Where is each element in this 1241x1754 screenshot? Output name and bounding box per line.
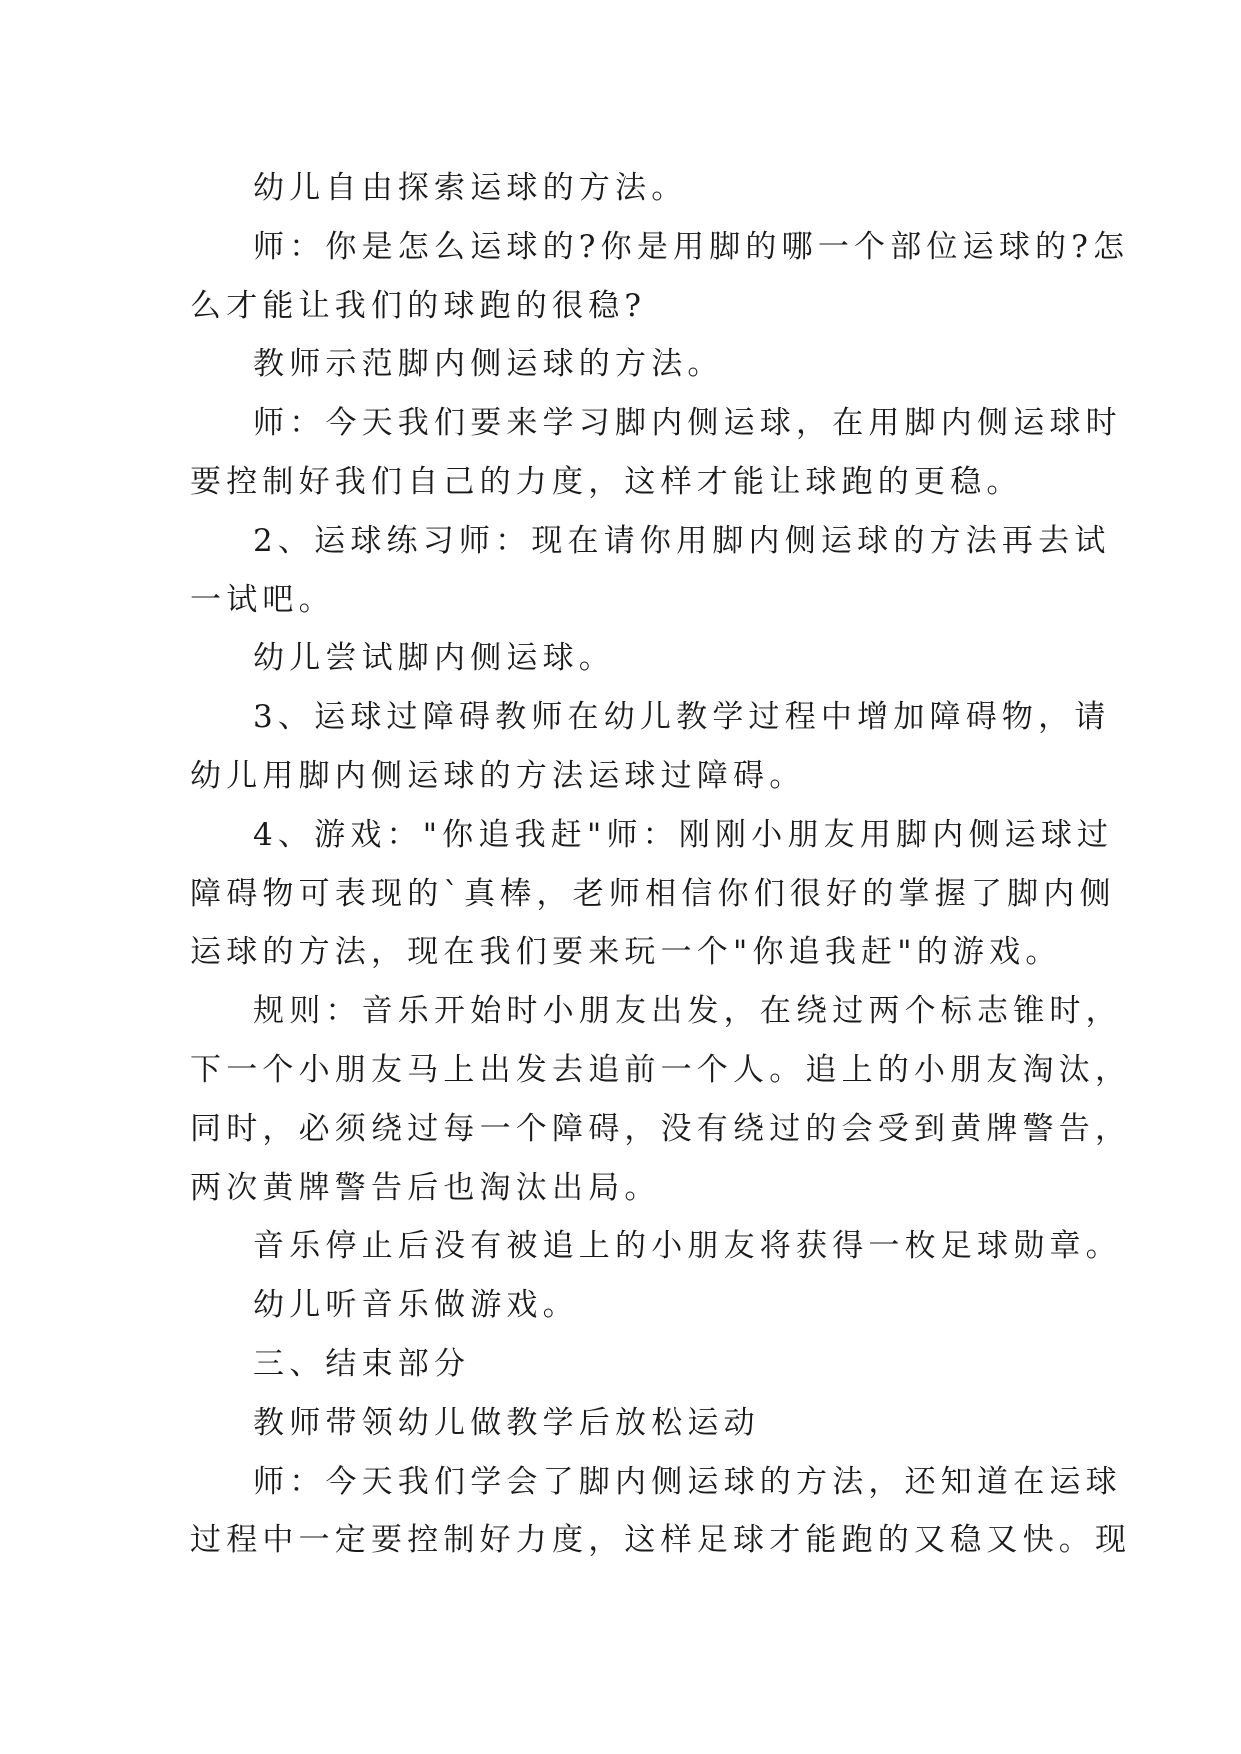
paragraph — [190, 1453, 1132, 1571]
text-line: 一试吧。 — [190, 581, 335, 618]
text-line: 下一个小朋友马上出发去追前一个人。追上的小朋友淘汰， — [190, 1051, 1132, 1088]
text-line: 幼儿听音乐做游戏。 — [253, 1287, 579, 1324]
paragraph — [190, 629, 1060, 688]
text-line: 师：你是怎么运球的?你是用脚的哪一个部位运球的?怎 — [253, 228, 1130, 265]
paragraph — [190, 159, 1060, 218]
paragraph — [190, 335, 1060, 394]
text-line: 教师带领幼儿做教学后放松运动 — [253, 1404, 760, 1441]
text-line: 两次黄牌警告后也淘汰出局。 — [190, 1169, 661, 1206]
text-line: 教师示范脚内侧运球的方法。 — [253, 346, 724, 383]
text-line: 师：今天我们学会了脚内侧运球的方法，还知道在运球 — [253, 1463, 1122, 1500]
text-line: 同时，必须绕过每一个障碍，没有绕过的会受到黄牌警告， — [190, 1110, 1132, 1147]
text-line: 3、运球过障碍教师在幼儿教学过程中增加障碍物，请 — [253, 699, 1111, 736]
text-line: 4、游戏："你追我赶"师：刚刚小朋友用脚内侧运球过 — [253, 816, 1114, 853]
text-line: 2、运球练习师：现在请你用脚内侧运球的方法再去试 — [253, 522, 1111, 559]
paragraph — [190, 1335, 1060, 1394]
paragraph — [190, 218, 1130, 336]
text-line: 么才能让我们的球跑的很稳? — [190, 287, 647, 324]
paragraph — [190, 688, 1111, 806]
text-line: 音乐停止后没有被追上的小朋友将获得一枚足球勋章。 — [253, 1228, 1122, 1265]
paragraph — [190, 394, 1122, 512]
text-line: 规则：音乐开始时小朋友出发，在绕过两个标志锥时， — [253, 993, 1122, 1030]
text-line: 过程中一定要控制好力度，这样足球才能跑的又稳又快。现 — [190, 1522, 1132, 1559]
text-line: 要控制好我们自己的力度，这样才能让球跑的更稳。 — [190, 463, 1023, 500]
text-line: 三、结束部分 — [253, 1345, 471, 1382]
paragraph — [190, 1394, 1060, 1453]
text-line: 师：今天我们要来学习脚内侧运球，在用脚内侧运球时 — [253, 405, 1122, 442]
paragraph — [190, 1217, 1122, 1276]
text-line: 幼儿自由探索运球的方法。 — [253, 170, 688, 206]
text-line: 幼儿用脚内侧运球的方法运球过障碍。 — [190, 757, 806, 794]
text-line: 幼儿尝试脚内侧运球。 — [253, 640, 615, 677]
text-line: 障碍物可表现的`真棒，老师相信你们很好的掌握了脚内侧 — [190, 875, 1116, 912]
paragraph — [190, 1276, 1060, 1335]
document-body — [190, 159, 1132, 1570]
paragraph — [190, 512, 1111, 630]
paragraph — [190, 806, 1116, 982]
paragraph — [190, 982, 1132, 1217]
text-line: 运球的方法，现在我们要来玩一个"你追我赶"的游戏。 — [190, 934, 1062, 971]
